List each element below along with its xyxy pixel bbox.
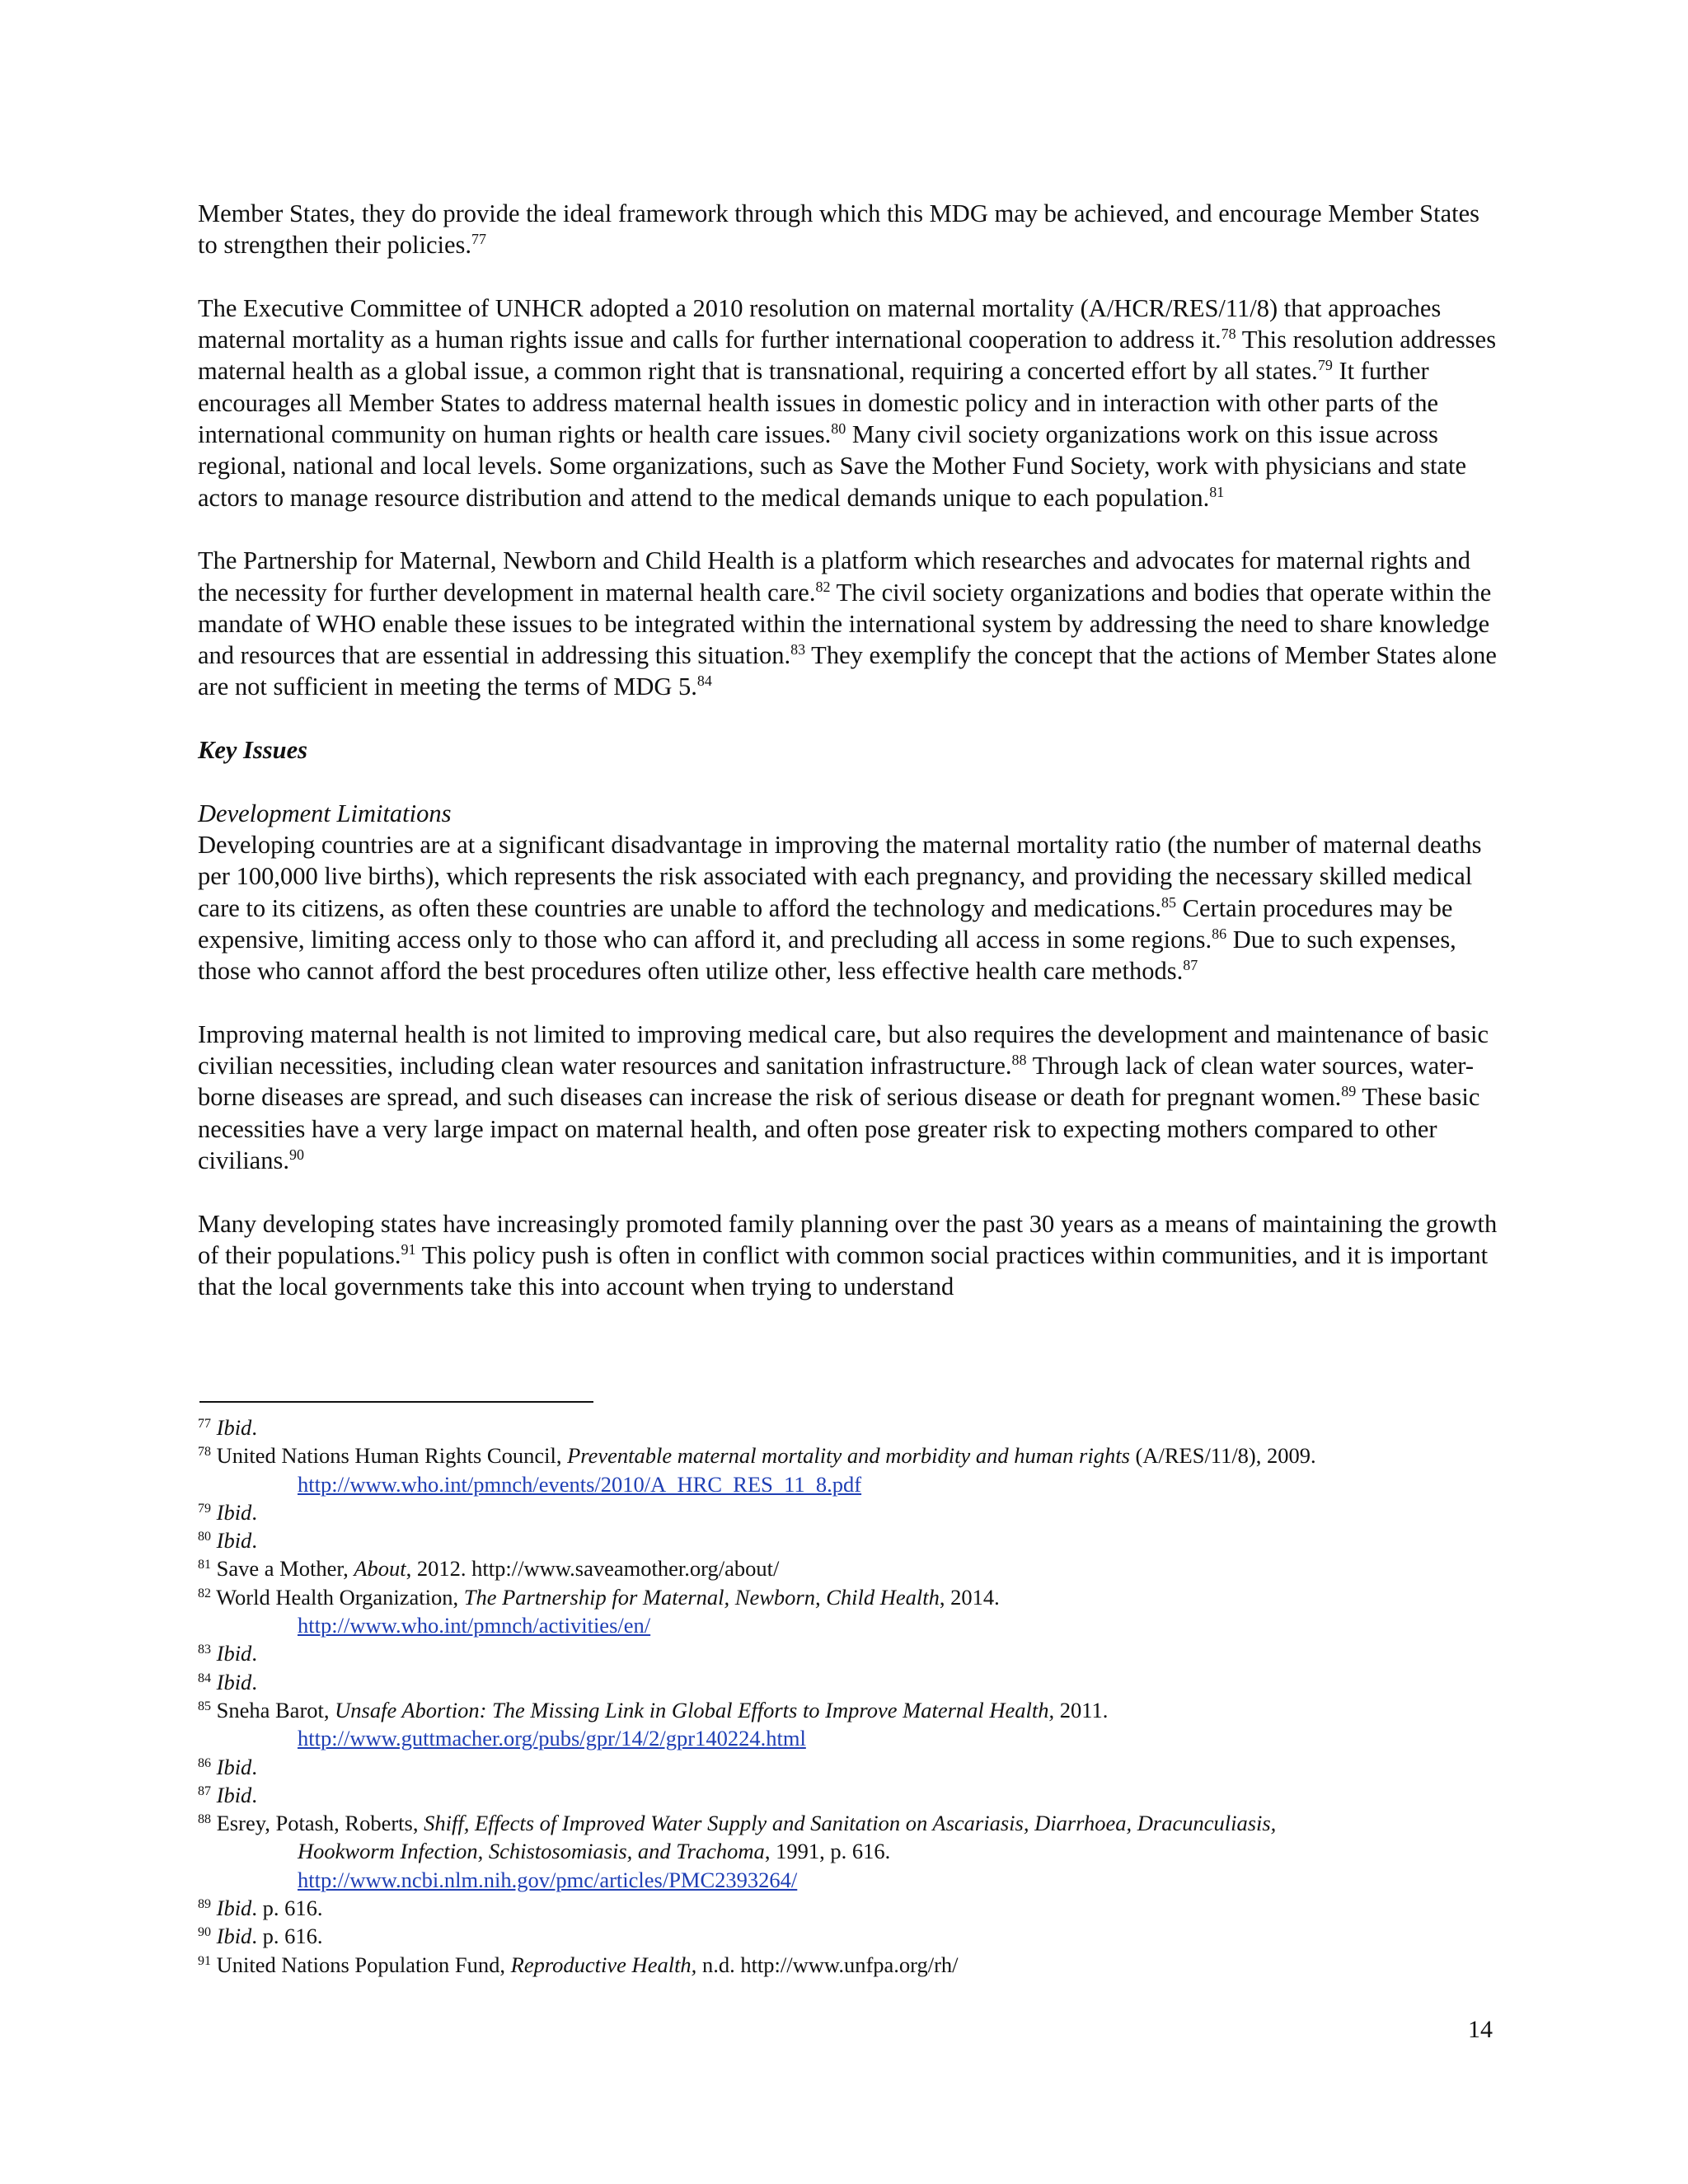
footnote-number: 91	[198, 1953, 211, 1968]
footnote-title: About	[354, 1556, 406, 1582]
footnote-number: 90	[198, 1925, 211, 1940]
paragraph-text: Developing countries are at a significant disadvantage in improving the maternal mortality ratio (the number of maternal deaths per 100,000 live births), which represents the risk associated with each pregnancy, and providing the necessary skilled medical care to its citizens, as often these countries are unable to afford the technology and medications.	[198, 830, 1482, 922]
footnote-text: .	[251, 1754, 257, 1779]
footnote-text: 2011.	[1054, 1697, 1109, 1722]
footnote-source: Ibid	[216, 1896, 252, 1921]
footnote-number: 82	[198, 1586, 211, 1601]
footnote-text: .	[251, 1499, 257, 1525]
footnote-number: 80	[198, 1530, 211, 1544]
footnote-link[interactable]: http://www.ncbi.nlm.nih.gov/pmc/articles/PMC2393264/	[298, 1867, 798, 1892]
footnote-81	[198, 1554, 1517, 1582]
footnote-86	[198, 1753, 1517, 1781]
footnote-number: 78	[198, 1445, 211, 1460]
footnote-separator	[199, 1401, 593, 1403]
footnote-source: Ibid	[216, 1754, 252, 1779]
footnote-source: Ibid	[216, 1669, 252, 1694]
paragraph-text: These basic necessities have a very large impact on maternal health, and often pose greater risk to expecting mothers compared to other civilians.	[198, 1083, 1480, 1174]
section-heading: Key Issues	[198, 736, 308, 765]
footnote-source: Ibid	[216, 1528, 252, 1554]
footnote-text: .	[251, 1415, 257, 1440]
footnote-90	[198, 1922, 1517, 1950]
footnote-85	[198, 1696, 1517, 1753]
footnote-ref[interactable]: 77	[471, 231, 487, 248]
paragraph-text: The Executive Committee of UNHCR adopted a 2010 resolution on maternal mortality (A/HCR/RES/11/8) that approaches maternal mortality as a human rights issue and calls for further international cooperation to address it.	[198, 293, 1442, 354]
footnote-ref[interactable]: 84	[696, 673, 712, 690]
footnote-79	[198, 1498, 1517, 1526]
paragraph-1	[198, 198, 1500, 261]
footnote-80	[198, 1526, 1517, 1554]
footnote-number: 81	[198, 1558, 211, 1572]
footnote-text: World Health Organization,	[216, 1584, 464, 1610]
footnote-ref[interactable]: 89	[1341, 1083, 1357, 1100]
footnote-title: The Partnership for Maternal, Newborn, Child Health	[463, 1584, 940, 1610]
footnote-number: 77	[198, 1417, 211, 1431]
footnote-ref[interactable]: 87	[1183, 957, 1198, 974]
footnote-text: , 1991, p. 616.	[764, 1839, 891, 1864]
footnote-text: . p. 616.	[251, 1924, 323, 1949]
paragraph-text: Many civil society organizations work on this issue across regional, national and local levels. Some organizations, such as Save the Mother Fund Society, work with physicians and state actors to manage resource distribution and attend to the medical demands unique to each population.	[198, 420, 1467, 512]
footnote-text: United Nations Population Fund,	[216, 1952, 511, 1977]
paragraph-text: The Partnership for Maternal, Newborn and Child Health is a platform which researches and advocates for maternal rights and the necessity for further development in maternal health care.	[198, 546, 1470, 607]
footnote-title: Hookworm Infection, Schistosomiasis, and Trachoma	[298, 1839, 765, 1864]
footnote-source: Ibid	[216, 1499, 252, 1525]
paragraph-6	[198, 1208, 1500, 1303]
footnote-title: Unsafe Abortion: The Missing Link in Global Efforts to Improve Maternal Health,	[335, 1697, 1055, 1722]
footnote-ref[interactable]: 80	[831, 420, 846, 438]
footnote-title: Shiff, Effects of Improved Water Supply and Sanitation on Ascariasis, Diarrhoea, Dracunculiasis,	[424, 1811, 1277, 1836]
footnote-88	[198, 1809, 1517, 1894]
footnote-78	[198, 1441, 1517, 1498]
footnote-ref[interactable]: 79	[1317, 357, 1333, 374]
footnote-text: Esrey, Potash, Roberts,	[216, 1811, 424, 1836]
page-number: 14	[1468, 2016, 1493, 2043]
footnote-text: United Nations Human Rights Council,	[216, 1443, 568, 1469]
paragraph-text: Due to such expenses, those who cannot afford the best procedures often utilize other, less effective health care methods.	[198, 925, 1456, 986]
footnote-ref[interactable]: 88	[1011, 1052, 1027, 1069]
footnote-87	[198, 1781, 1517, 1809]
footnote-91	[198, 1951, 1517, 1979]
footnote-source: Ibid	[216, 1641, 252, 1666]
footnote-89	[198, 1894, 1517, 1922]
footnote-link[interactable]: http://www.guttmacher.org/pubs/gpr/14/2/gpr140224.html	[298, 1726, 806, 1751]
paragraph-text: This resolution addresses maternal health as a global issue, a common right that is transnational, requiring a concerted effort by all states.	[198, 326, 1497, 386]
footnote-82	[198, 1583, 1517, 1640]
footnote-ref[interactable]: 78	[1221, 326, 1236, 343]
footnote-text: .	[251, 1782, 257, 1807]
footnote-77	[198, 1413, 1517, 1441]
paragraph-text: Through lack of clean water sources, water-borne diseases are spread, and such diseases can increase the risk of serious disease or death for pregnant women.	[198, 1052, 1475, 1112]
footnotes	[198, 1413, 1517, 1979]
footnote-number: 84	[198, 1671, 211, 1685]
footnote-title: Reproductive Health,	[510, 1952, 697, 1977]
footnote-ref[interactable]: 91	[401, 1240, 416, 1258]
footnote-source: Ibid	[216, 1415, 252, 1440]
footnote-ref[interactable]: 81	[1209, 483, 1225, 500]
footnote-source: Ibid	[216, 1782, 252, 1807]
paragraph-text: Many developing states have increasingly promoted family planning over the past 30 years as a means of maintaining the growth of their populations.	[198, 1209, 1498, 1269]
footnote-84	[198, 1668, 1517, 1696]
footnote-text: (A/RES/11/8), 2009.	[1129, 1443, 1316, 1469]
paragraph-text: The civil society organizations and bodies that operate within the mandate of WHO enable these issues to be integrated within the international system by addressing the need to share knowledge and resources that are essential in addressing this situation.	[198, 578, 1492, 670]
footnote-text: Sneha Barot,	[216, 1697, 335, 1722]
footnote-ref[interactable]: 83	[790, 641, 806, 658]
footnote-text: . p. 616.	[251, 1896, 323, 1921]
paragraph-5	[198, 1019, 1500, 1176]
footnote-number: 88	[198, 1812, 211, 1827]
footnote-ref[interactable]: 82	[815, 578, 831, 595]
paragraph-3	[198, 545, 1500, 702]
paragraph-text: They exemplify the concept that the actions of Member States alone are not sufficient in meeting the terms of MDG 5.	[198, 641, 1497, 701]
footnote-source: Ibid	[216, 1924, 252, 1949]
paragraph-text: Improving maternal health is not limited to improving medical care, but also requires the development and maintenance of basic civilian necessities, including clean water resources and sanitation infrastructure.	[198, 1019, 1489, 1080]
paragraph-text: This policy push is often in conflict with common social practices within communities, and it is important that the local governments take this into account when trying to understand	[198, 1240, 1489, 1301]
footnote-ref[interactable]: 85	[1161, 893, 1177, 911]
body-text	[198, 198, 1500, 1334]
paragraph-text: It further encourages all Member States to address maternal health issues in domestic policy and in interaction with other parts of the international community on human rights or health care issues.	[198, 357, 1439, 449]
footnote-text: , 2012. http://www.saveamother.org/about/	[406, 1556, 780, 1582]
footnote-title: Preventable maternal mortality and morbidity and human rights	[567, 1443, 1130, 1469]
footnote-83	[198, 1639, 1517, 1667]
footnote-text: , 2014.	[939, 1584, 1000, 1610]
footnote-number: 85	[198, 1699, 211, 1713]
footnote-number: 86	[198, 1755, 211, 1770]
paragraph-text: Member States, they do provide the ideal framework through which this MDG may be achieved, and encourage Member States to strengthen their policies.	[198, 199, 1480, 260]
footnote-ref[interactable]: 90	[288, 1146, 304, 1163]
footnote-number: 89	[198, 1897, 211, 1912]
paragraph-text: Certain procedures may be expensive, limiting access only to those who can afford it, and precluding all access in some regions.	[198, 893, 1453, 954]
footnote-link[interactable]: http://www.who.int/pmnch/events/2010/A_HRC_RES_11_8.pdf	[298, 1471, 862, 1497]
paragraph-2	[198, 293, 1500, 513]
footnote-number: 83	[198, 1643, 211, 1657]
footnote-number: 87	[198, 1783, 211, 1798]
footnote-text: n.d. http://www.unfpa.org/rh/	[696, 1952, 959, 1977]
footnote-link[interactable]: http://www.who.int/pmnch/activities/en/	[298, 1613, 651, 1638]
footnote-text: .	[251, 1641, 257, 1666]
footnote-text: Save a Mother,	[216, 1556, 354, 1582]
footnote-text: .	[251, 1528, 257, 1554]
paragraph-4	[198, 829, 1500, 987]
footnote-text: .	[251, 1669, 257, 1694]
subsection-heading: Development Limitations	[198, 799, 452, 827]
footnote-number: 79	[198, 1501, 211, 1516]
footnote-ref[interactable]: 86	[1212, 925, 1227, 942]
